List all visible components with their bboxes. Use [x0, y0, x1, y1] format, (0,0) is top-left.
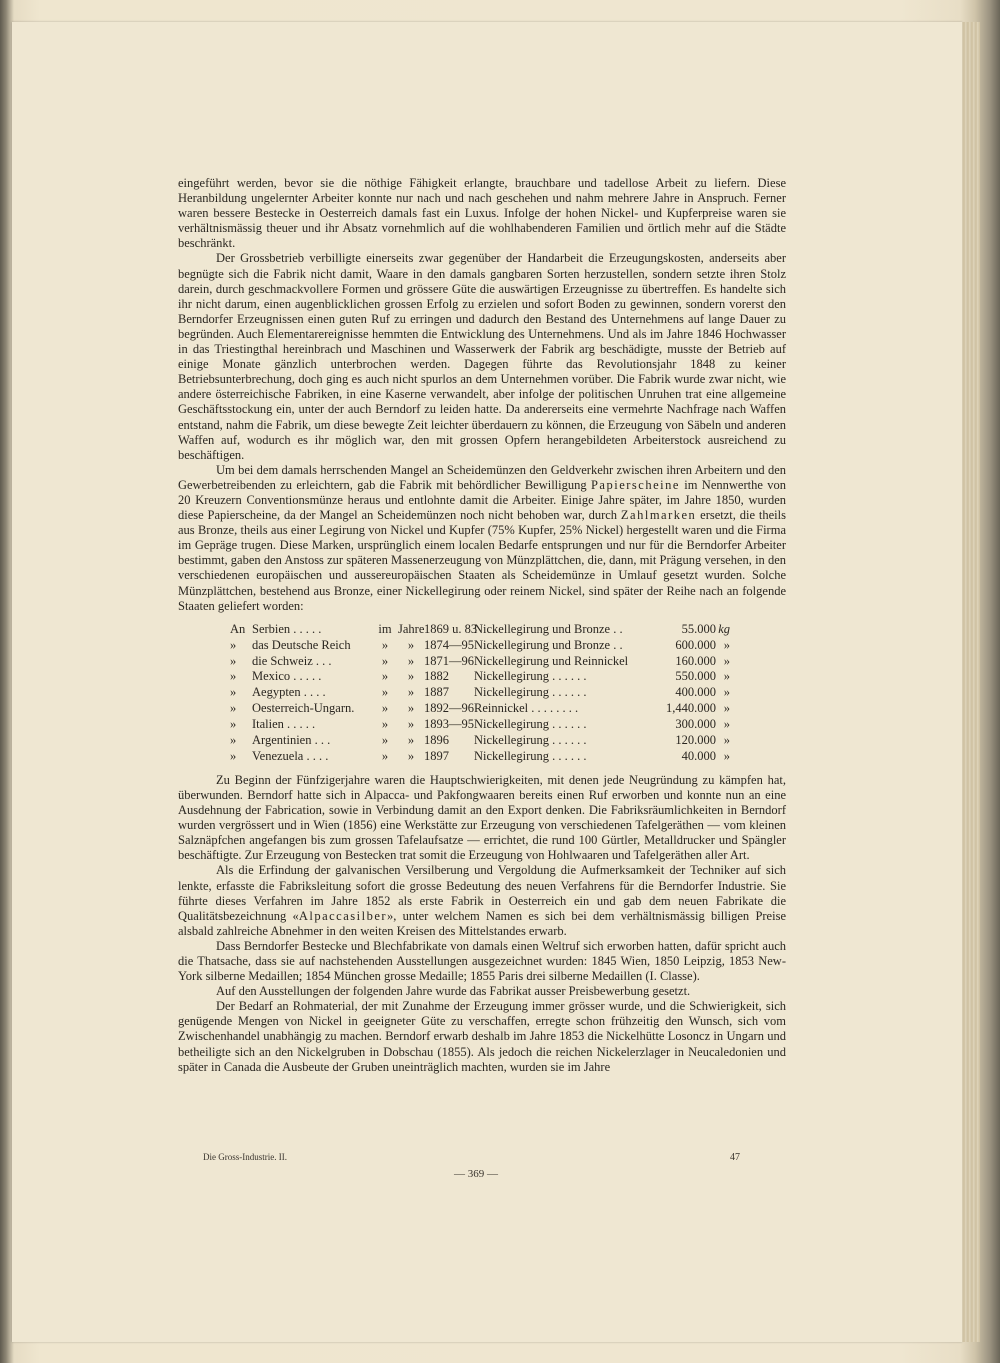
row-country: Aegypten . . . . [252, 685, 326, 700]
row-quantity: 600.000 [675, 637, 716, 652]
row-country: Oesterreich-Ungarn. [252, 701, 355, 716]
row-year: 1882 [424, 669, 449, 684]
row-im: » [381, 653, 389, 668]
row-material: Nickellegirung . . . . . . [474, 685, 587, 700]
row-country: Italien . . . . . [252, 717, 316, 732]
row-material: Nickellegirung . . . . . . [474, 669, 587, 684]
row-country: das Deutsche Reich [252, 637, 351, 652]
row-jahre: » [407, 701, 415, 716]
row-prefix: » [230, 748, 237, 763]
paragraph-3-text-b: im Nennwerthe von 20 Kreuzern Conventionsmünze heraus und entlohnte damit die Arbeiter. Einige Jahre später, im Jahre 1850, wurden diese Papierscheine, da der Mangel an Scheidemünzen noch nicht behoben war, durch [178, 477, 786, 523]
row-year: 1874—95 [424, 637, 474, 652]
row-im: » [381, 637, 389, 652]
row-jahre: » [407, 669, 415, 684]
row-year: 1869 u. 83 [424, 621, 478, 636]
row-prefix: » [230, 637, 237, 652]
row-year: 1892—96 [424, 701, 474, 716]
paragraph-4: Zu Beginn der Fünfzigerjahre waren die Hauptschwierigkeiten, mit denen jede Neugründung zu kämpfen hat, überwunden. Berndorf hatte sich in Alpacca- und Pakfongwaaren bereits einen Ruf erworben und konnte nun an eine Ausdehnung der Fabrication, sowie in Verbindung damit an den Export denken. Die Fabriksräumlichkeiten in Berndorf wurden vergrössert und in Wien (1856) eine Werkstätte zur Erzeugung von verschiedenen Tafelgeräthen — vom kleinen Salznäpfchen angefangen bis zum grossen Tafelaufsatze — errichtet, die rund 100 Gürtler, Metalldrucker und Spängler beschäftigte. Zur Erzeugung von Bestecken trat somit die Erzeugung von Hohlwaaren und Tafelgeräthen aller Art. [178, 772, 786, 863]
row-jahre: » [407, 685, 415, 700]
row-quantity: 550.000 [675, 669, 716, 684]
row-prefix: » [230, 653, 237, 668]
row-material: Nickellegirung und Bronze . . [474, 637, 623, 652]
row-material: Nickellegirung und Bronze . . [474, 621, 623, 636]
row-material: Nickellegirung und Reinnickel [474, 653, 629, 668]
page-number: — 369 — [454, 1168, 498, 1180]
row-country: Serbien . . . . . [252, 621, 322, 636]
paragraph-5-text-b: », unter welchem Namen es sich bei dem verhältnismässig billigen Preise alsbald zahlreiche Abnehmer in den weiten Kreisen des Mittelstandes erwarb. [178, 908, 786, 938]
row-jahre: » [407, 717, 415, 732]
row-year: 1893—95 [424, 717, 474, 732]
row-im: » [381, 717, 389, 732]
row-material: Nickellegirung . . . . . . [474, 717, 587, 732]
row-jahre: » [407, 653, 415, 668]
row-im: im [378, 621, 392, 636]
term-zahlmarken: Zahlmarken [620, 508, 697, 523]
row-country: Argentinien . . . [252, 733, 331, 748]
body-text [178, 176, 786, 1075]
row-quantity: 400.000 [675, 685, 716, 700]
row-unit: » [723, 637, 730, 652]
row-quantity: 1,440.000 [666, 701, 716, 716]
row-prefix: » [230, 685, 237, 700]
row-im: » [381, 669, 389, 684]
row-jahre: » [407, 748, 415, 763]
paragraph-1: eingeführt werden, bevor sie die nöthige Fähigkeit erlangte, brauchbare und tadellose Arbeit zu liefern. Diese Heranbildung ungelernter Arbeiter konnte nur nach und nach geschehen und nahm mehrere Jahre in Anspruch. Ferner waren bessere Bestecke in Oesterreich damals fast ein Luxus. Infolge der hohen Nickel- und Kupferpreise waren sie verhältnismässig theuer und ihr Absatz vornehmlich auf die wohlhabenderen Familien und örtlich mehr auf die Städte beschränkt. [178, 176, 786, 251]
row-im: » [381, 748, 389, 763]
row-material: Reinnickel . . . . . . . . [474, 701, 579, 716]
row-quantity: 55.000 [681, 621, 716, 636]
row-unit: » [723, 669, 730, 684]
table-row [230, 654, 730, 670]
table-row [230, 733, 730, 749]
table-row [230, 622, 730, 638]
table-row [230, 638, 730, 654]
row-unit: » [723, 733, 730, 748]
row-year: 1897 [424, 748, 449, 763]
row-unit: » [723, 701, 730, 716]
row-im: » [381, 733, 389, 748]
paragraph-3-text-c: ersetzt, die theils aus Bronze, theils aus einer Legirung von Nickel und Kupfer (75% Kupfer, 25% Nickel) hergestellt waren und die Firma im Gepräge trugen. Diese Marken, ursprünglich einem localen Bedarfe entsprungen und nur für die Berndorfer Arbeiter bestimmt, gaben den Anstoss zur späteren Massenerzeugung von Münzplättchen, die, dann, mit Prägung versehen, in den verschiedenen europäischen und aussereuropäischen Staaten als Scheidemünze in Umlauf gesetzt wurden. Solche Münzplättchen, bestehend aus Bronze, einer Nickellegirung oder reinem Nickel, sind später der Reihe nach an folgende Staaten geliefert worden: [178, 508, 786, 613]
table-row [230, 717, 730, 733]
row-im: » [381, 701, 389, 716]
paragraph-3 [178, 463, 786, 614]
paragraph-8: Der Bedarf an Rohmaterial, der mit Zunahme der Erzeugung immer grösser wurde, und die Schwierigkeit, sich genügende Mengen von Nickel in geeigneter Güte zu verschaffen, erregte schon frühzeitig den Wunsch, sich vom Zwischenhandel unabhängig zu machen. Berndorf erwarb deshalb im Jahre 1853 die Nickelhütte Losoncz in Ungarn und betheiligte sich an den Nickelgruben in Dobschau (1855). Als jedoch die reichen Nickelerzlager in Neucaledonien und später in Canada die Ausbeute der Gruben uneinträglich machten, wurden sie im Jahre [178, 999, 786, 1074]
table-row [230, 749, 730, 765]
row-quantity: 300.000 [675, 717, 716, 732]
paragraph-7: Auf den Ausstellungen der folgenden Jahre wurde das Fabrikat ausser Preisbewerbung gesetzt. [216, 984, 691, 999]
row-prefix: » [230, 733, 237, 748]
row-material: Nickellegirung . . . . . . [474, 748, 587, 763]
row-country: Mexico . . . . . [252, 669, 322, 684]
row-prefix: » [230, 669, 237, 684]
row-year: 1896 [424, 733, 449, 748]
row-unit: » [723, 653, 730, 668]
row-country: Venezuela . . . . [252, 748, 329, 763]
row-unit: » [723, 748, 730, 763]
paragraph-3-text-a: Um bei dem damals herrschenden Mangel an Scheidemünzen den Geldverkehr zwischen ihren Arbeitern und den Gewerbetreibenden zu erleichtern, gab die Fabrik mit behördlicher Bewilligung [178, 462, 786, 492]
row-year: 1871—96 [424, 653, 474, 668]
row-quantity: 160.000 [675, 653, 716, 668]
row-jahre: » [407, 733, 415, 748]
paragraph-5-text-a: Als die Erfindung der galvanischen Versilberung und Vergoldung die Aufmerksamkeit der Techniker auf sich lenkte, erfasste die Fabriksleitung sofort die grosse Bedeutung des neuen Verfahrens für die Berndorfer Industrie. Sie führte dieses Verfahren im Jahre 1852 als erste Fabrik in Oesterreich ein und gab dem neuen Fabrikate die Qualitätsbezeichnung « [178, 863, 786, 923]
paragraph-5 [178, 863, 786, 938]
term-alpaccasilber: Alpaccasilber [298, 908, 388, 923]
row-country: die Schweiz . . . [252, 653, 332, 668]
paragraph-6: Dass Berndorfer Bestecke und Blechfabrikate von damals einen Weltruf sich erworben hatten, dafür spricht auch die Thatsache, dass sie auf nachstehenden Ausstellungen ausgezeichnet wurden: 1845 Wien, 1850 Leipzig, 1853 New-York silberne Medaillen; 1854 München grosse Medaille; 1855 Paris drei silberne Medaillen (I. Classe). [178, 938, 786, 984]
row-unit: » [723, 685, 730, 700]
page-edge-stack [962, 22, 980, 1342]
row-material: Nickellegirung . . . . . . [474, 733, 587, 748]
term-papierscheine: Papierscheine [590, 477, 680, 492]
row-jahre: » [407, 637, 415, 652]
row-prefix: An [230, 621, 246, 636]
row-quantity: 40.000 [681, 748, 716, 763]
table-row [230, 669, 730, 685]
row-unit: kg [718, 621, 730, 636]
row-quantity: 120.000 [675, 733, 716, 748]
paragraph-2: Der Grossbetrieb verbilligte einerseits zwar gegenüber der Handarbeit die Erzeugungskosten, anderseits aber begnügte sich die Fabrik nicht damit, Waare in den damals gangbaren Sorten herzustellen, sondern setzte ihren Stolz darein, durch geschmackvollere Formen und grössere Güte die auswärtigen Erzeugnisse zu übertreffen. Es handelte sich ihr nicht darum, einen augenblicklichen grossen Erfolg zu erzielen und sofort Boden zu gewinnen, sondern vorerst den Berndorfer Erzeugnissen einen guten Ruf zu erringen und dadurch den Bestand des Unternehmens auf lange Dauer zu begründen. Auch Elementarereignisse hemmten die Entwicklung des Unternehmens. Und als im Jahre 1846 Hochwasser in das Triestingthal hereinbrach und Maschinen und Wasserwerk der Fabrik arg beschädigte, musste der Betrieb auf einige Monate gänzlich unterbrochen werden. Dagegen führte das Revolutionsjahr 1848 zu keiner Betriebsunterbrechung, doch ging es auch nicht spurlos an dem Unternehmen vorüber. Die Fabrik wurde zwar nicht, wie andere österreichische Fabriken, in eine Kaserne verwandelt, aber infolge der politischen Unruhen trat eine allgemeine Geschäftsstockung ein, unter der auch Berndorf zu leiden hatte. Da andererseits eine vermehrte Nachfrage nach Waffen entstand, nahm die Fabrik, um diese bewegte Zeit leichter überdauern zu können, die Erzeugung von Säbeln und anderen Waffen auf, wodurch es ihr möglich war, den mit grossen Opfern herangebildeten Arbeiterstock ausreichend zu beschäftigen. [178, 251, 786, 462]
row-im: » [381, 685, 389, 700]
row-unit: » [723, 717, 730, 732]
table-row [230, 685, 730, 701]
row-prefix: » [230, 701, 237, 716]
table-row [230, 701, 730, 717]
footer-series-title: Die Gross-Industrie. II. [203, 1152, 287, 1162]
coin-supply-table [230, 622, 730, 765]
row-jahre: Jahre [398, 621, 425, 636]
row-year: 1887 [424, 685, 449, 700]
row-prefix: » [230, 717, 237, 732]
footer-signature-mark: 47 [730, 1152, 740, 1163]
